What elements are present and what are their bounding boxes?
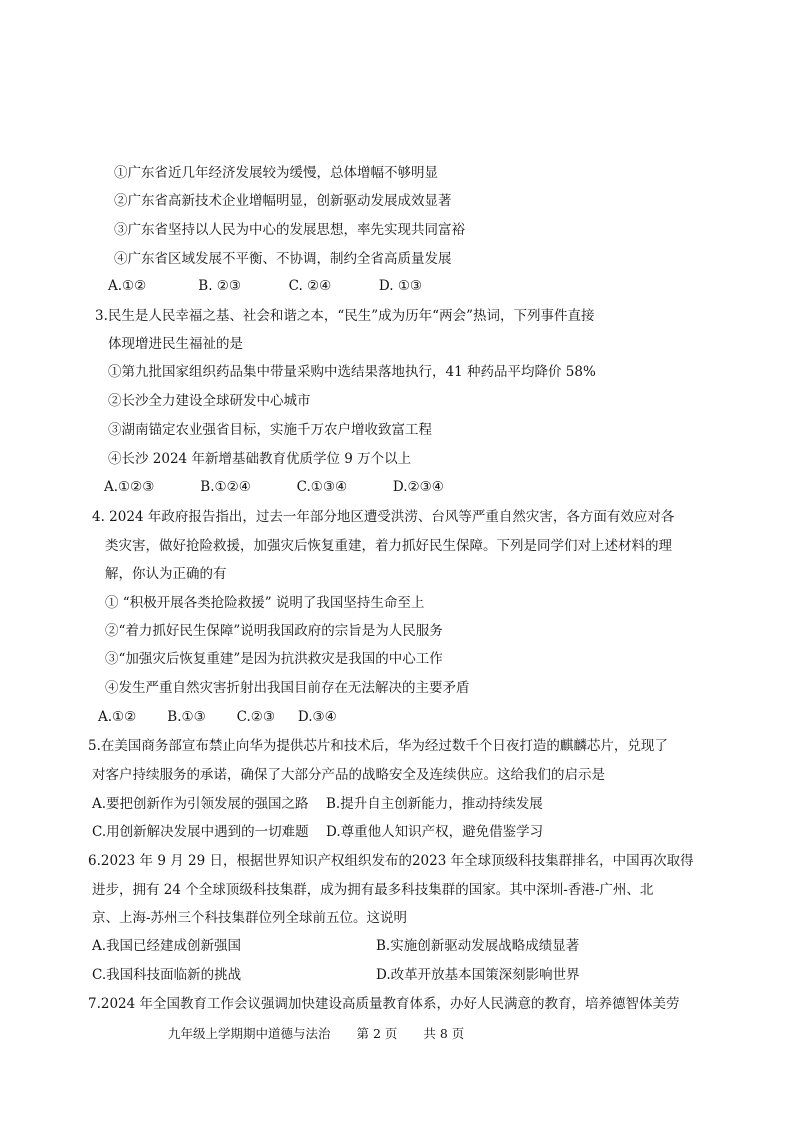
q4-option-d: D.③④ [297, 709, 337, 725]
q4-item-4: ④发生严重自然灾害折射出我国目前存在无法解决的主要矛盾 [105, 680, 470, 696]
q4-options [98, 707, 337, 727]
q3-option-a: A.①②③ [104, 479, 155, 495]
page-footer [168, 1024, 486, 1042]
q3-item-4: ④长沙 2024 年新增基础教育优质学位 9 万个以上 [108, 451, 412, 467]
q2-option-c: C. ②④ [288, 278, 332, 294]
q4-item-3: ③“加强灾后恢复重建”是因为抗洪救灾是我国的中心工作 [105, 651, 443, 667]
q3-item-2: ②长沙全力建设全球研发中心城市 [108, 393, 311, 409]
q4-option-a: A.①② [98, 709, 137, 725]
q3-option-b: B.①②④ [200, 479, 251, 495]
q4-stem-line-1: 4. 2024 年政府报告指出，过去一年部分地区遭受洪涝、台风等严重自然灾害，各方面有效应对各 [92, 509, 675, 525]
q3-stem-line-2: 体现增进民生福祉的是 [108, 336, 243, 352]
q3-item-1: ①第九批国家组织药品集中带量采购中选结果落地执行，41 种药品平均降价 58% [108, 364, 596, 380]
q4-item-1: ① “积极开展各类抢险救援” 说明了我国坚持生命至上 [105, 595, 425, 611]
q5-option-c: C.用创新解决发展中遇到的一切难题 [92, 824, 309, 840]
q6-option-d: D.改革开放基本国策深刻影响世界 [376, 967, 580, 983]
q5-stem-line-1: 5.在美国商务部宣布禁止向华为提供芯片和技术后，华为经过数千个日夜打造的麒麟芯片，兑现了 [88, 738, 668, 754]
q5-stem-line-2: 对客户持续服务的承诺，确保了大部分产品的战略安全及连续供应。这给我们的启示是 [92, 767, 605, 783]
q5-option-a: A.要把创新作为引领发展的强国之路 [92, 796, 309, 812]
q3-stem-line-1: 3.民生是人民幸福之基、社会和谐之本，“民生”成为历年“两会”热词，下列事件直接 [95, 308, 595, 324]
q6-stem-line-2: 进步，拥有 24 个全球顶级科技集群，成为拥有最多科技集群的国家。其中深圳-香港-广州、北 [92, 882, 654, 898]
q6-option-c: C.我国科技面临新的挑战 [92, 967, 242, 983]
q2-item-2: ②广东省高新技术企业增幅明显，创新驱动发展成效显著 [114, 193, 452, 209]
q5-option-b: B.提升自主创新能力，推动持续发展 [326, 796, 543, 812]
q4-option-c: C.②③ [236, 709, 275, 725]
q6-option-a: A.我国已经建成创新强国 [92, 938, 242, 954]
footer-course: 九年级上学期期中道德与法治 [168, 1026, 331, 1041]
q2-item-3: ③广东省坚持以人民为中心的发展思想，率先实现共同富裕 [114, 222, 465, 238]
q6-stem-line-3: 京、上海-苏州三个科技集群位列全球前五位。这说明 [92, 910, 408, 926]
q6-stem-line-1: 6.2023 年 9 月 29 日，根据世界知识产权组织发布的2023 年全球顶级科技集群排名，中国再次取得 [88, 853, 694, 869]
q5-option-d: D.尊重他人知识产权，避免借鉴学习 [326, 824, 544, 840]
q2-option-d: D. ①③ [378, 278, 423, 294]
q2-item-1: ①广东省近几年经济发展较为缓慢，总体增幅不够明显 [114, 165, 438, 181]
q4-stem-line-2: 类灾害，做好抢险救援，加强灾后恢复重建，着力抓好民生保障。下列是同学们对上述材料的理 [105, 538, 672, 554]
footer-total-pages: 共 8 页 [423, 1026, 465, 1041]
q2-option-b: B. ②③ [198, 278, 242, 294]
q2-item-4: ④广东省区域发展不平衡、不协调，制约全省高质量发展 [114, 251, 452, 267]
q2-options [108, 276, 422, 296]
footer-page-number: 第 2 页 [356, 1026, 398, 1041]
q3-item-3: ③湖南锚定农业强省目标，实施千万农户增收致富工程 [108, 422, 432, 438]
q3-options [104, 477, 444, 497]
q2-option-a: A.①② [108, 278, 147, 294]
q3-option-c: C.①③④ [296, 479, 348, 495]
q4-option-b: B.①③ [167, 709, 206, 725]
q4-stem-line-3: 解，你认为正确的有 [105, 566, 227, 582]
q3-option-d: D.②③④ [392, 479, 444, 495]
q4-item-2: ②“着力抓好民生保障”说明我国政府的宗旨是为人民服务 [105, 623, 443, 639]
q6-option-b: B.实施创新驱动发展战略成绩显著 [376, 938, 580, 954]
q7-stem-line-1: 7.2024 年全国教育工作会议强调加快建设高质量教育体系，办好人民满意的教育，培养德智体美劳 [88, 996, 680, 1012]
